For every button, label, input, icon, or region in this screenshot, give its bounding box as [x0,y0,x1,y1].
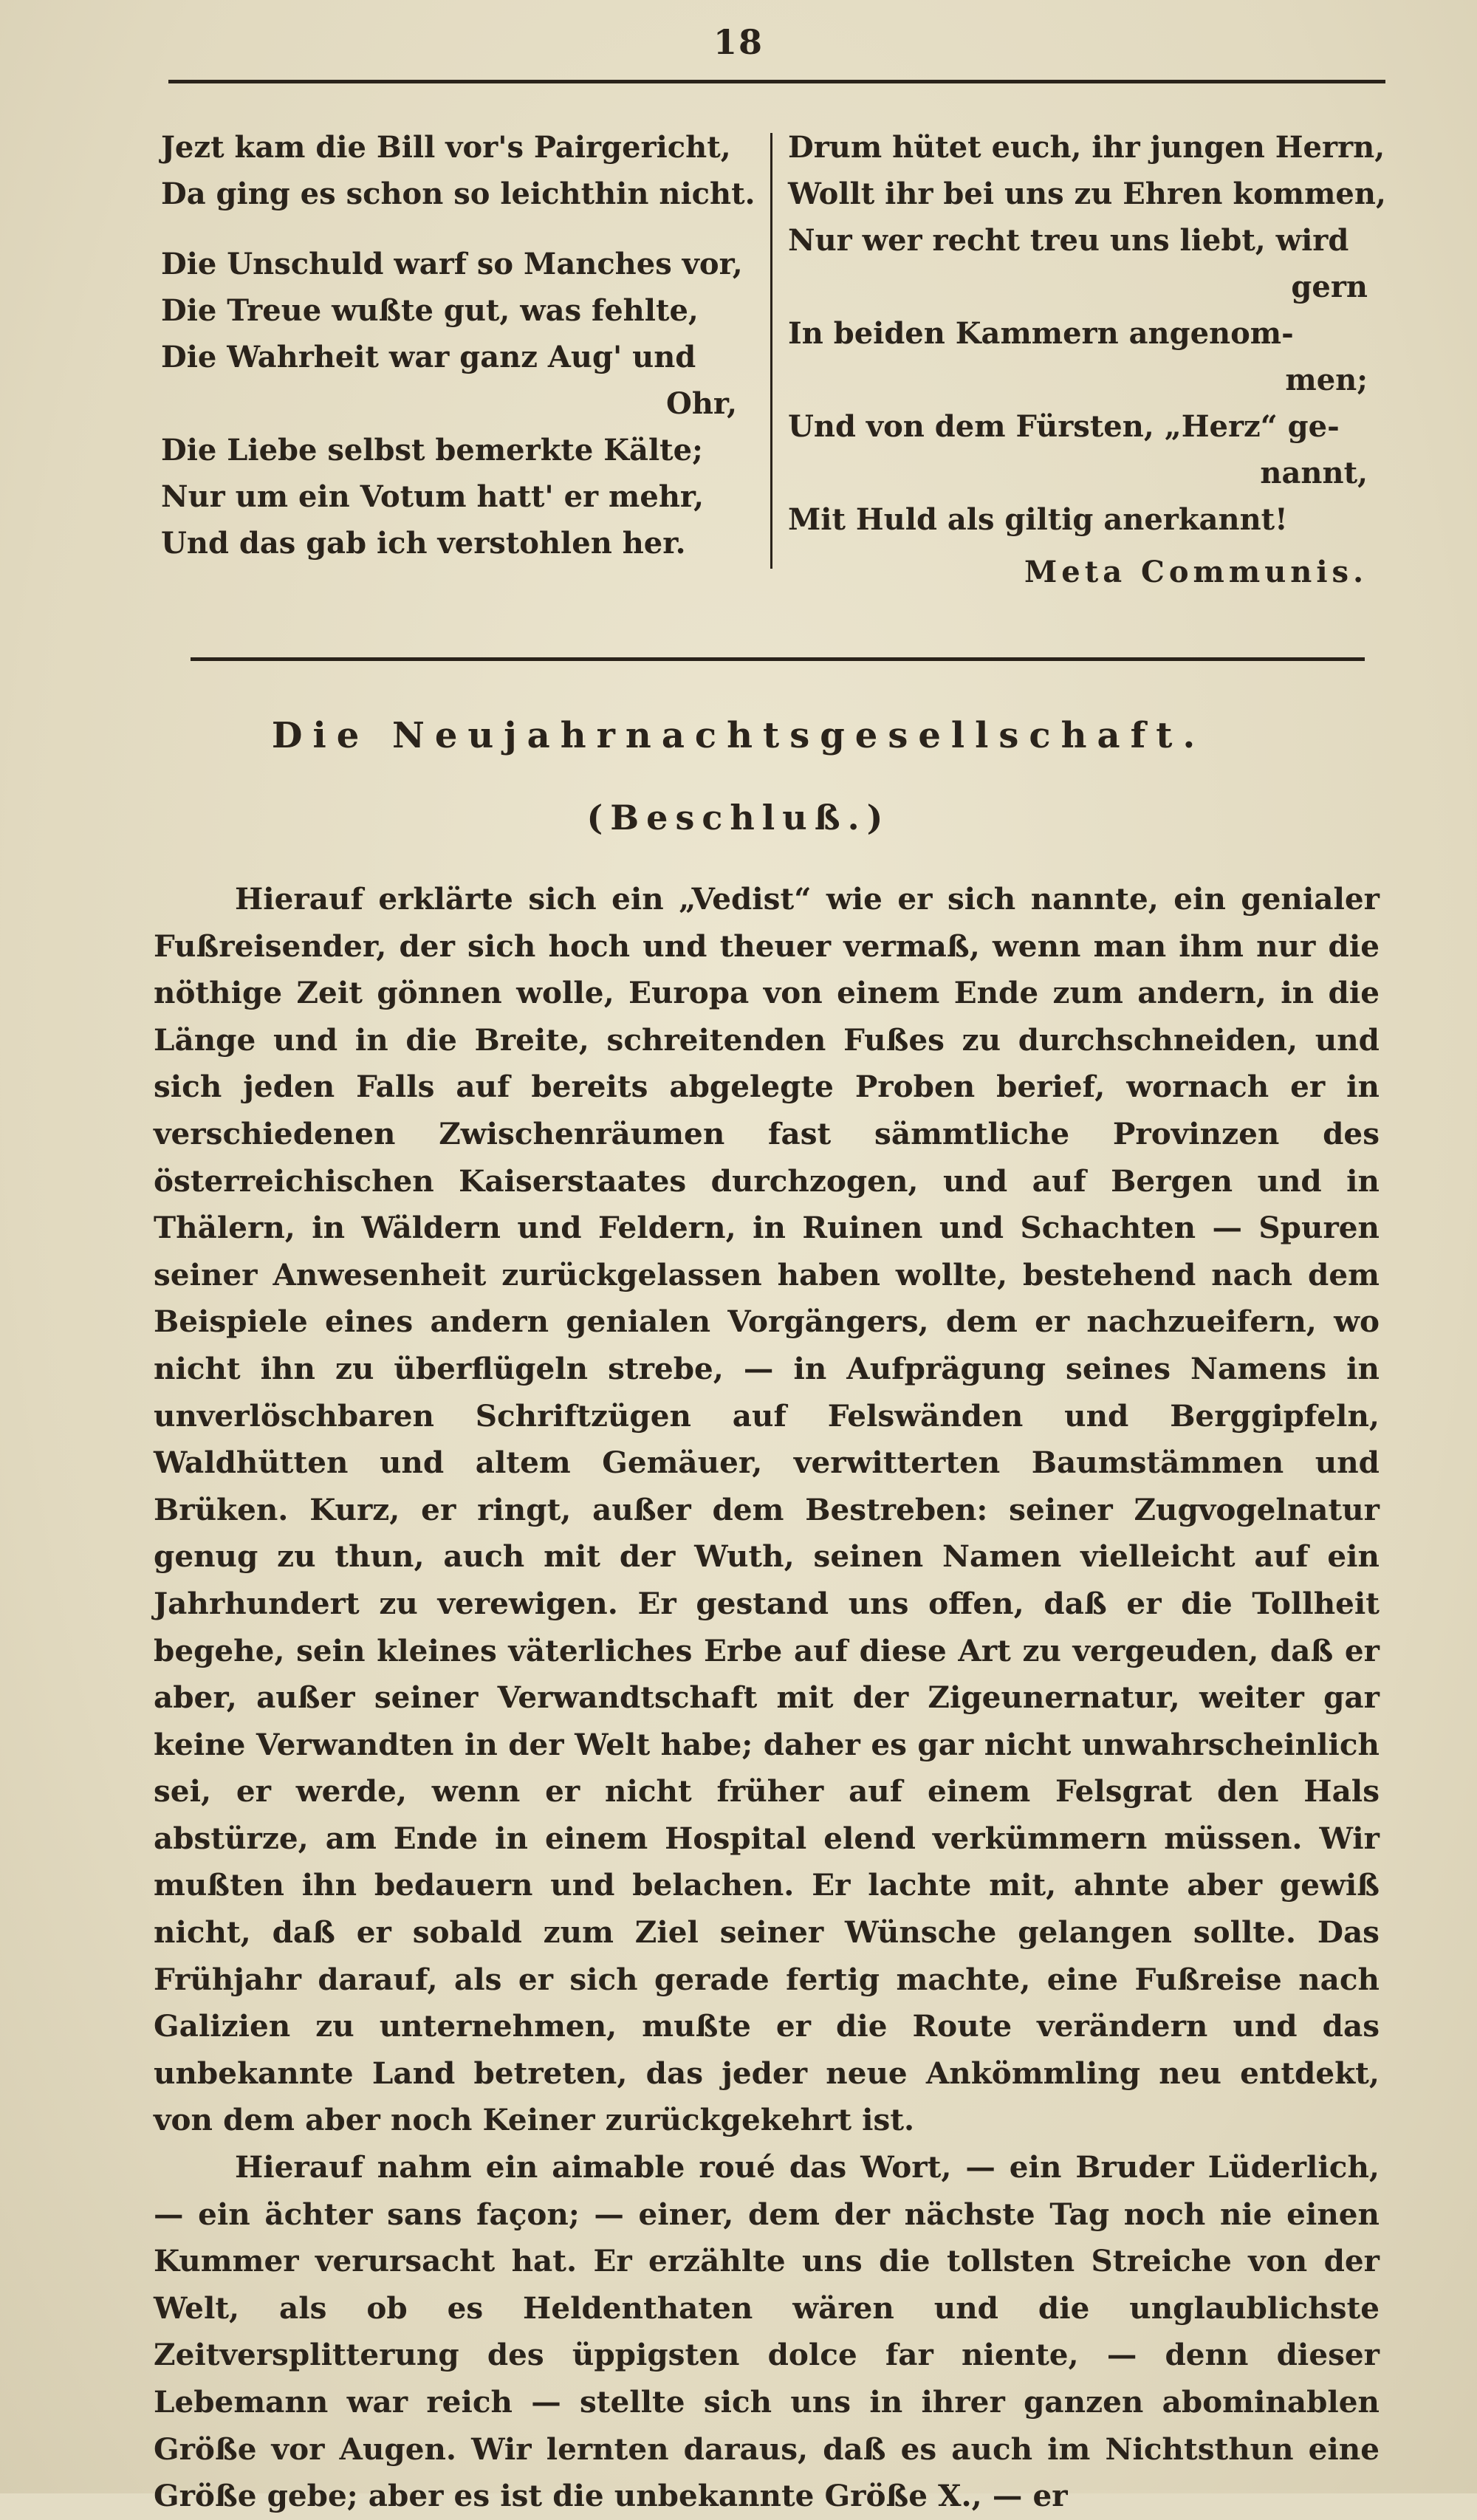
poem-line: Die Unschuld warf so Manches vor, [161,247,743,281]
article-subtitle: (Beschluß.) [586,798,891,838]
paragraph: Hierauf nahm ein aimable roué das Wort, — ein Bruder Lüderlich, — ein ächter sans façon; — einer, dem der nächste Tag noch nie einen Kummer verursacht hat. Er erzählte uns die tollsten Streiche von der Welt, als ob es Heldenthaten wären und die unglaublichste Zeitversplitterung des üppigsten dolce far niente, — denn dieser Lebemann war reich — stellte sich uns in ihrer ganzen abominablen Größe vor Augen. Wir lernten daraus, daß es auch im Nichtsthun eine Größe gebe; aber es ist die unbekannte Größe X., — er [154,2149,1380,2514]
top-rule [168,80,1385,83]
poem-stanza [161,124,759,217]
column-divider [770,133,772,569]
author-signature: Meta Communis. [1024,555,1368,589]
poem-line-continuation: gern [1291,270,1368,304]
poem-line: Drum hütet euch, ihr jungen Herrn, [788,130,1385,165]
article-body [154,876,1380,2520]
poem-line: Die Treue wußte gut, was fehlte, [161,293,699,328]
poem-line-continuation: Ohr, [665,386,737,421]
poem-line-continuation: nannt, [1260,456,1368,490]
poem-stanza [161,241,759,566]
poem-line: Die Liebe selbst bemerkte Kälte; [161,433,703,468]
poem-right-column [788,124,1390,595]
poem-line: Und das gab ich verstohlen her. [161,526,686,561]
page-number: 18 [713,22,764,62]
poem-left-column [161,124,759,590]
poem-line: Da ging es schon so leichthin nicht. [161,177,755,211]
poem-line: Mit Huld als giltig anerkannt! [788,502,1288,537]
poem-line: Jezt kam die Bill vor's Pairgericht, [161,130,731,165]
poem-line: In beiden Kammern angenom- [788,316,1294,351]
article-title: Die Neujahrnachtsgesellschaft. [271,715,1206,756]
poem-line: Und von dem Fürsten, „Herz“ ge- [788,409,1340,444]
paragraph: Hierauf erklärte sich ein „Vedist“ wie er sich nannte, ein genialer Fußreisender, der sich hoch und theuer vermaß, wenn man ihm nur die nöthige Zeit gönnen wolle, Europa von einem Ende zum andern, in die Länge und in die Breite, schreitenden Fußes zu durchschneiden, und sich jeden Falls auf bereits abgelegte Proben berief, wornach er in verschiedenen Zwischenräumen fast sämmtliche Provinzen des österreichischen Kaiserstaates durchzogen, und auf Bergen und in Thälern, in Wäldern und Feldern, in Ruinen und Schachten — Spuren seiner Anwesenheit zurückgelassen haben wollte, bestehend nach dem Beispiele eines andern genialen Vorgängers, dem er nachzueifern, wo nicht ihn zu überflügeln strebe, — in Aufprägung seines Namens in unverlöschbaren Schriftzügen auf Felswänden und Berggipfeln, Waldhütten und altem Gemäuer, verwitterten Baumstämmen und Brüken. Kurz, er ringt, außer dem Bestreben: seiner Zugvogelnatur genug zu thun, auch mit der Wuth, seinen Namen vielleicht auf ein Jahrhundert zu verewigen. Er gestand uns offen, daß er die Tollheit begehe, sein kleines väterliches Erbe auf diese Art zu vergeuden, daß er aber, außer seiner Verwandtschaft mit der Zigeunernatur, weiter gar keine Verwandten in der Welt habe; daher es gar nicht unwahrscheinlich sei, er werde, wenn er nicht früher auf einem Felsgrat den Hals abstürze, am Ende in einem Hospital elend verkümmern müssen. Wir mußten ihn bedauern und belachen. Er lachte mit, ahnte aber gewiß nicht, daß er sobald zum Ziel seiner Wünsche gelangen sollte. Das Frühjahr darauf, als er sich gerade fertig machte, eine Fußreise nach Galizien zu unternehmen, mußte er die Route verändern und das unbekannte Land betreten, das jeder neue Ankömmling neu entdekt, von dem aber noch Keiner zurückgekehrt ist. [154,881,1380,2138]
poem-line-continuation: men; [1285,363,1368,397]
poem-line: Nur wer recht treu uns liebt, wird [788,223,1349,258]
section-rule [191,657,1365,661]
poem-line: Die Wahrheit war ganz Aug' und [161,340,696,374]
poem-line: Nur um ein Votum hatt' er mehr, [161,479,704,514]
poem-line: Wollt ihr bei uns zu Ehren kommen, [788,177,1386,211]
